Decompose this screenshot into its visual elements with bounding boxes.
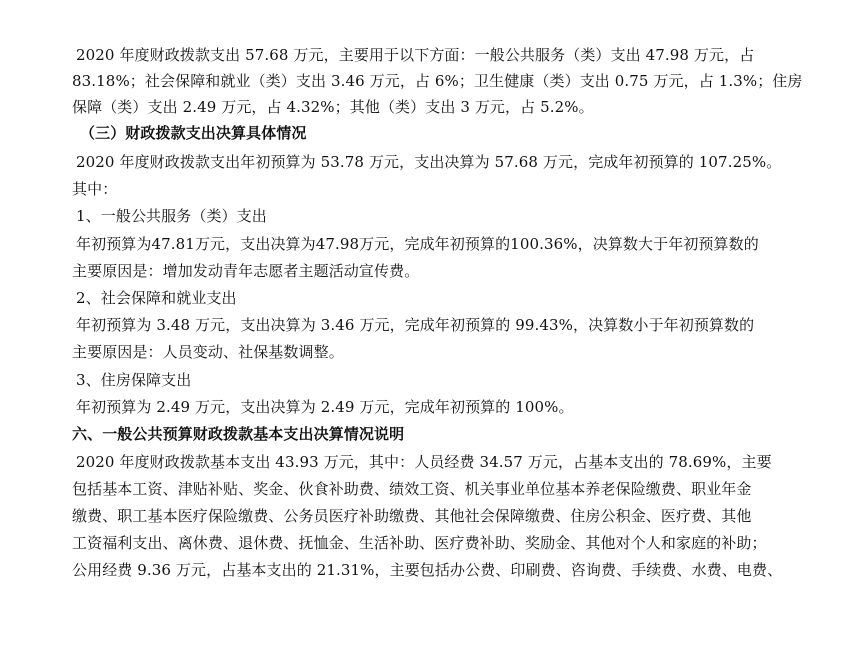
paragraph-line: 2020 年度财政拨款支出 57.68 万元，主要用于以下方面：一般公共服务（类）支出 47.98 万元，占 — [76, 46, 755, 64]
section-heading: （三）财政拨款支出决算具体情况 — [80, 124, 307, 142]
paragraph-line: 工资福利支出、离休费、退休费、抚恤金、生活补助、医疗费补助、奖励金、其他对个人和家庭的补助； — [72, 534, 767, 552]
paragraph-line: 2020 年度财政拨款支出年初预算为 53.78 万元，支出决算为 57.68 万元，完成年初预算的 107.25%。 — [76, 153, 782, 171]
paragraph-line: 年初预算为 2.49 万元，支出决算为 2.49 万元，完成年初预算的 100%。 — [76, 398, 574, 416]
paragraph-line: 公用经费 9.36 万元，占基本支出的 21.31%，主要包括办公费、印刷费、咨询费、手续费、水费、电费、 — [72, 561, 783, 579]
section-heading: 六、一般公共预算财政拨款基本支出决算情况说明 — [72, 425, 405, 443]
paragraph-line: 年初预算为 3.48 万元，支出决算为 3.46 万元，完成年初预算的 99.43%，决算数小于年初预算数的 — [76, 316, 755, 334]
subsection-heading: 3、住房保障支出 — [76, 371, 192, 389]
paragraph-line: 主要原因是：增加发动青年志愿者主题活动宣传费。 — [72, 262, 420, 280]
paragraph-line: 缴费、职工基本医疗保险缴费、公务员医疗补助缴费、其他社会保障缴费、住房公积金、医疗费、其他 — [72, 507, 752, 525]
paragraph-line: 保障（类）支出 2.49 万元，占 4.32%；其他（类）支出 3 万元，占 5.2%。 — [72, 98, 594, 116]
paragraph-line: 83.18%；社会保障和就业（类）支出 3.46 万元，占 6%；卫生健康（类）支出 0.75 万元，占 1.3%；住房 — [72, 72, 803, 90]
paragraph-line: 其中： — [72, 180, 118, 198]
paragraph-line: 2020 年度财政拨款基本支出 43.93 万元，其中：人员经费 34.57 万元，占基本支出的 78.69%，主要 — [76, 453, 772, 471]
subsection-heading: 1、一般公共服务（类）支出 — [76, 207, 267, 225]
paragraph-line: 主要原因是：人员变动、社保基数调整。 — [72, 343, 344, 361]
paragraph-line: 包括基本工资、津贴补贴、奖金、伙食补助费、绩效工资、机关事业单位基本养老保险缴费、职业年金 — [72, 480, 752, 498]
subsection-heading: 2、社会保障和就业支出 — [76, 289, 237, 307]
paragraph-line: 年初预算为47.81万元，支出决算为47.98万元，完成年初预算的100.36%，决算数大于年初预算数的 — [76, 235, 759, 253]
